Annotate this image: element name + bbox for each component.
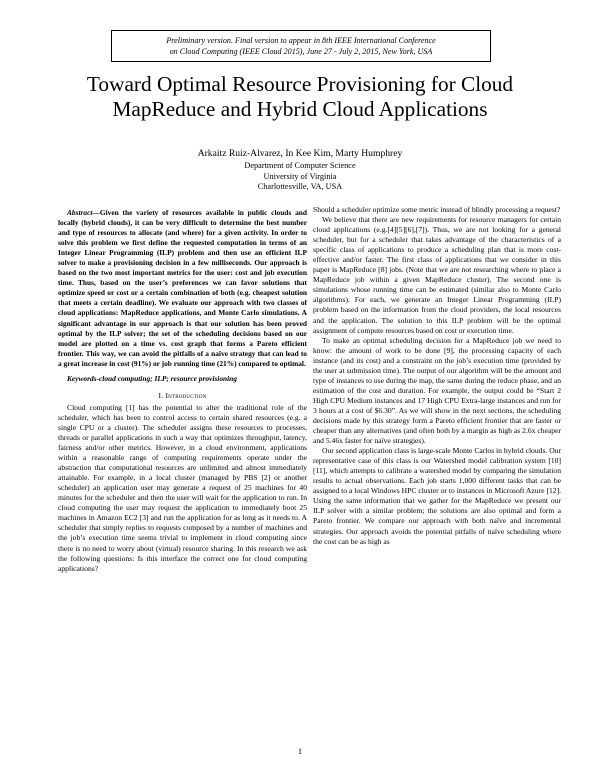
intro-paragraph-4: Our second application class is large-scale Monte Carlos in hybrid clouds. Our representative case of this class is our Watershed model calibration system [10][11], which attempts to calibrate a watershed model by comparing the simulation results to actual observations. Each job starts 1,000 different tasks that can be assigned to a local Windows HPC cluster or to instances in Microsoft Azure [12]. Using the same information that we gather for the MapReduce we present our ILP solver with a similar problem; the solutions are also optimal and form a Pareto frontier. We compare our approach with both naïve and incremental strategies. Our approach avoids the potential pitfalls of naïve scheduling where the cost can be as high as <box>313 446 562 546</box>
intro-continuation: Should a scheduler optimize some metric instead of blindly processing a request? <box>313 205 561 214</box>
affiliation <box>150 161 450 193</box>
affiliation-university: University of Virginia <box>263 171 337 181</box>
left-column <box>58 208 307 574</box>
intro-paragraph-2: We believe that there are new requirements for resource managers for certain cloud applications (e.g.[4][5][6],[7]). Thus, we are not looking for a general scheduler, but for a scheduler that takes advantage of the characteristics of a specific class of applications to produce a scheduling plan that is more cost-effective and/or faster. The first class of applications that we consider in this paper is MapReduce [8] jobs. (Note that we are not researching where to place a MapReduce job within a given MapReduce cluster). The second one is simulations whose running time can be estimated (similar also to Monte Carlo algorithms). For each, we generate an Integer Linear Programming (ILP) problem based on the information from the cloud providers, the local resources and the application. The solution to this ILP problem will be the optimal assignment of compute resources based on cost or execution time. <box>313 215 561 335</box>
prelim-line-1: Preliminary version. Final version to appear in 8th IEEE International Conference <box>166 36 436 45</box>
preliminary-version-notice <box>111 30 491 62</box>
affiliation-department: Department of Computer Science <box>244 161 356 170</box>
section-heading-introduction: I. Introduction <box>158 390 207 400</box>
page-number: 1 <box>297 746 303 756</box>
keywords: Keywords-cloud computing; ILP; resource provisioning <box>67 373 237 383</box>
prelim-line-2: on Cloud Computing (IEEE Cloud 2015), June 27 - July 2, 2015, New York, USA <box>169 47 433 56</box>
abstract-label: Abstract <box>67 208 93 217</box>
intro-paragraph-1: Cloud computing [1] has the potential to alter the traditional role of the scheduler, which has been to control access to certain shared resources (e.g. a single CPU or a cluster). The scheduler assigns these resources to processes, threads or parallel applications in such a way that optimizes throughput, latency, fairness and/or other metrics. However, in a cloud environment, applications within a reasonable range of computing requirements operate under the abstraction that computational resources are unlimited and almost immediately attainable. For example, in a local cluster (managed by PBS [2] or another scheduler) an application user may generate a request of 25 machines for 40 minutes for the scheduler and then the user will wait for the application to run. In cloud computing the user may request the application to immediately boot 25 machines in Amazon EC2 [3] and run the application for as long as it needs to. A scheduler that simply replies to requests composed by a number of machines and the job’s execution time seems trivial to implement in cloud computing since there is no need to worry about (virtual) resource sharing. In this research we ask the following questions: Is this interface the correct one for cloud computing applications? <box>58 402 307 573</box>
title-line-2: MapReduce and Hybrid Cloud Applications <box>112 97 488 121</box>
abstract-text: —Given the variety of resources available in public clouds and locally (hybrid clouds), it can be very difficult to determine the best number and type of resources to allocate (and where) for a given activity. In order to solve this problem we first define the requested computation in terms of an Integer Linear Programming (ILP) problem and then use an efficient ILP solver to make a provisioning decision in a few milliseconds. Our approach is based on the two most important metrics for the user: cost and job execution time. Thus, based on the user’s preferences we can favor solutions that optimize speed or cost or a certain combination of both (e.g. cheapest solution that meets a certain deadline). We evaluate our approach with two classes of cloud applications: MapReduce applications, and Monte Carlo simulations. A significant advantage in our approach is that our solution has been proved optimal by the ILP solver; the set of the scheduling decisions based on our model are plotted on a time vs. cost graph that forms a Pareto efficient frontier. This way, we can avoid the pitfalls of a naïve strategy that can lead to a great increase in cost (91%) or job running time (21%) compared to optimal. <box>58 208 307 368</box>
title-line-1: Toward Optimal Resource Provisioning for Cloud <box>86 72 514 96</box>
author-list: Arkaitz Ruiz-Alvarez, In Kee Kim, Marty Humphrey <box>197 148 403 159</box>
right-column <box>313 205 561 547</box>
paper-title <box>40 72 560 122</box>
affiliation-city: Charlottesville, VA, USA <box>257 182 343 191</box>
intro-paragraph-3: To make an optimal scheduling decision for a MapReduce job we need to know: the amount of work to be done [9], the processing capacity of each instance (and its cost) and a constraint on the job’s execution time (provided by the user at submission time). The output of our algorithm will be the amount and type of instances to use during the map, the same during the reduce phase, and an estimation of the cost and duration. For example, the output could be “Start 2 High CPU Medium instances and 17 High CPU Extra-large instances and run for 3 hours at a cost of $6.30”. As we will show in the next sections, the scheduling decisions made by this strategy form a Pareto efficient frontier that are faster or cheaper than any alternatives (and often both by a margin as high as 2.6x cheaper and 5.46x faster for naïve strategies). <box>313 335 561 446</box>
abstract <box>58 208 307 369</box>
